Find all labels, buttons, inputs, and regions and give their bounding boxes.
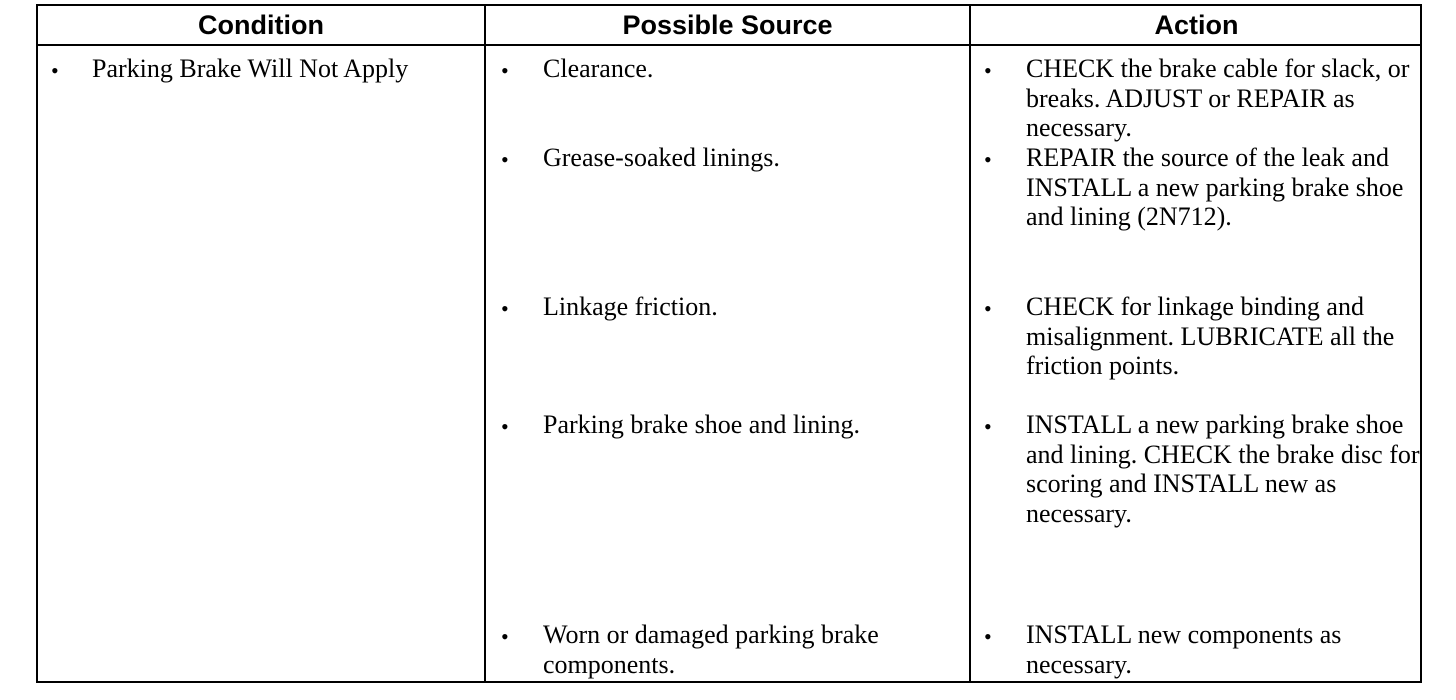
action-bullet: •: [984, 147, 992, 172]
header-possible-source: Possible Source: [622, 10, 833, 40]
source-bullet: •: [501, 624, 509, 649]
source-bullet: •: [501, 58, 509, 83]
column-divider-1: [484, 6, 486, 681]
source-bullet: •: [501, 147, 509, 172]
source-text: Linkage friction.: [543, 292, 718, 321]
column-divider-2: [969, 6, 971, 681]
action-text: INSTALL new components as necessary.: [1026, 620, 1342, 679]
action-bullet: •: [984, 624, 992, 649]
header-action: Action: [1154, 10, 1239, 40]
condition-bullet: •: [51, 58, 59, 83]
action-bullet: •: [984, 414, 992, 439]
action-bullet: •: [984, 58, 992, 83]
troubleshooting-table: [36, 4, 1422, 683]
header-divider: [38, 44, 1420, 46]
action-bullet: •: [984, 296, 992, 321]
action-text: INSTALL a new parking brake shoe and lining. CHECK the brake disc for scoring and INSTALL new as necessary.: [1026, 410, 1420, 528]
action-text: REPAIR the source of the leak and INSTALL a new parking brake shoe and lining (2N712).: [1026, 143, 1404, 231]
action-text: CHECK the brake cable for slack, or breaks. ADJUST or REPAIR as necessary.: [1026, 54, 1410, 142]
source-text: Worn or damaged parking brake components.: [543, 620, 879, 679]
source-text: Clearance.: [543, 54, 654, 83]
source-text: Parking brake shoe and lining.: [543, 410, 860, 439]
action-text: CHECK for linkage binding and misalignment. LUBRICATE all the friction points.: [1026, 292, 1395, 380]
source-bullet: •: [501, 414, 509, 439]
header-condition: Condition: [198, 10, 324, 40]
source-text: Grease-soaked linings.: [543, 143, 780, 172]
source-bullet: •: [501, 296, 509, 321]
condition-text: Parking Brake Will Not Apply: [92, 54, 409, 83]
